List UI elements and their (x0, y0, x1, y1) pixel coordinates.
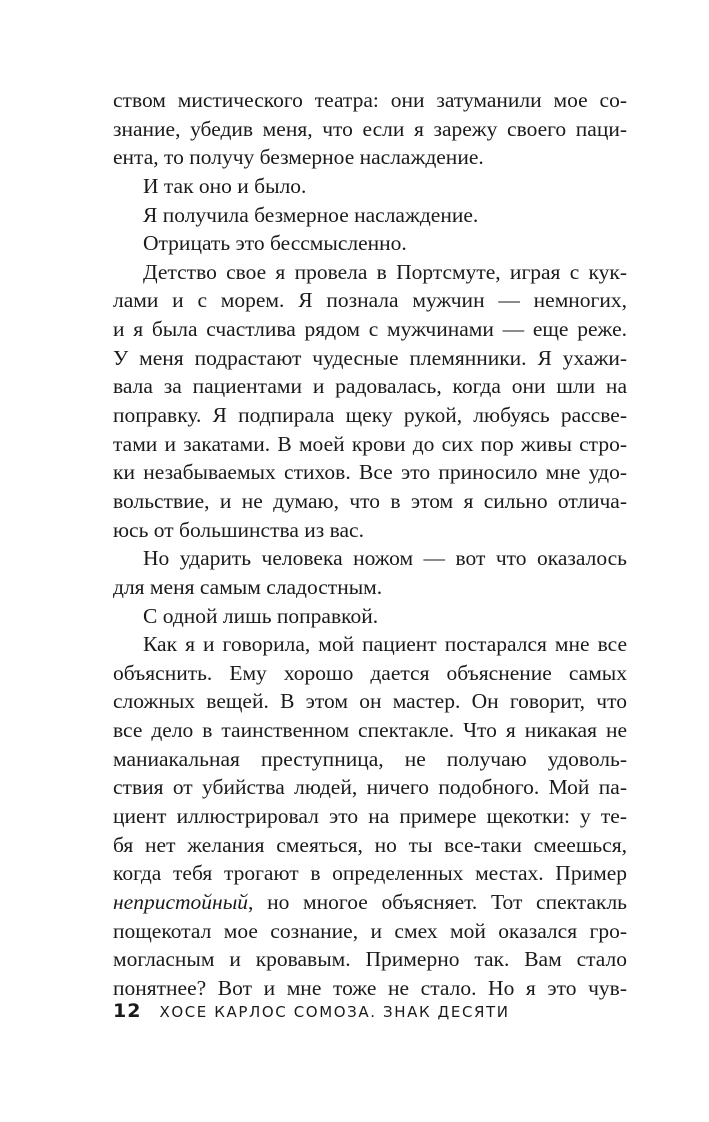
text-fragment: , но многое объясняет. Тот спектакль (248, 889, 627, 914)
running-title: ХОСЕ КАРЛОС СОМОЗА. ЗНАК ДЕСЯТИ (159, 1003, 510, 1021)
text-line: вольствие, и не думаю, что в этом я сильно отлича- (113, 488, 627, 513)
text-line: ством мистического театра: они затуманили мое со- (113, 88, 627, 112)
text-line: С одной лишь поправкой. (143, 603, 379, 628)
text-line: ента, то получу безмерное наслаждение. (113, 145, 484, 170)
italic-word: непристойный (113, 889, 249, 914)
text-line: Но ударить человека ножом — вот что оказалось (143, 546, 627, 571)
book-page-text (113, 86, 627, 1003)
text-line: ствия от убийства людей, ничего подобного. Мой па- (113, 775, 627, 800)
text-line: Как я и говорила, мой пациент постарался мне все (143, 632, 627, 657)
text-line: лами и с морем. Я познала мужчин — немногих, (113, 288, 627, 313)
text-line: поправку. Я подпирала щеку рукой, любуясь рассве- (113, 403, 627, 428)
text-line: все дело в таинственном спектакле. Что я никакая не (113, 718, 627, 743)
text-line: У меня подрастают чудесные племянники. Я ухажи- (113, 345, 627, 370)
text-line: сложных вещей. В этом он мастер. Он говорит, что (113, 689, 627, 714)
text-line: знание, убедив меня, что если я зарежу своего паци- (113, 116, 627, 141)
text-line: юсь от большинства из вас. (113, 517, 364, 542)
text-line: ки незабываемых стихов. Все это приносило мне удо- (113, 460, 627, 485)
text-line: Детство свое я провела в Портсмуте, играя с кук- (143, 259, 627, 284)
text-line: циент иллюстрировал это на примере щекотки: у те- (113, 804, 627, 829)
text-line: могласным и кровавым. Примерно так. Вам стало (113, 947, 627, 972)
text-line: маниакальная преступница, не получаю удоволь- (113, 746, 627, 771)
text-line: вала за пациентами и радовалась, когда они шли на (113, 374, 627, 399)
text-line: Я получила безмерное наслаждение. (143, 202, 479, 227)
text-line-with-italic (113, 888, 627, 917)
text-line: И так оно и было. (143, 173, 307, 198)
text-line: Отрицать это бессмысленно. (143, 231, 407, 256)
text-line: понятнее? Вот и мне тоже не стало. Но я это чув- (113, 975, 627, 1000)
text-line: тами и закатами. В моей крови до сих пор живы стро- (113, 431, 627, 456)
page-footer (113, 1000, 627, 1024)
text-line: и я была счастлива рядом с мужчинами — еще реже. (113, 317, 627, 342)
text-line: когда тебя трогают в определенных местах. Пример (113, 861, 627, 886)
page-number: 12 (113, 1000, 142, 1022)
text-line: для меня самым сладостным. (113, 574, 383, 599)
text-line: пощекотал мое сознание, и смех мой оказался гро- (113, 918, 627, 943)
text-line: бя нет желания смеяться, но ты все-таки смеешься, (113, 832, 627, 857)
text-line: объяснить. Ему хорошо дается объяснение самых (113, 660, 627, 685)
